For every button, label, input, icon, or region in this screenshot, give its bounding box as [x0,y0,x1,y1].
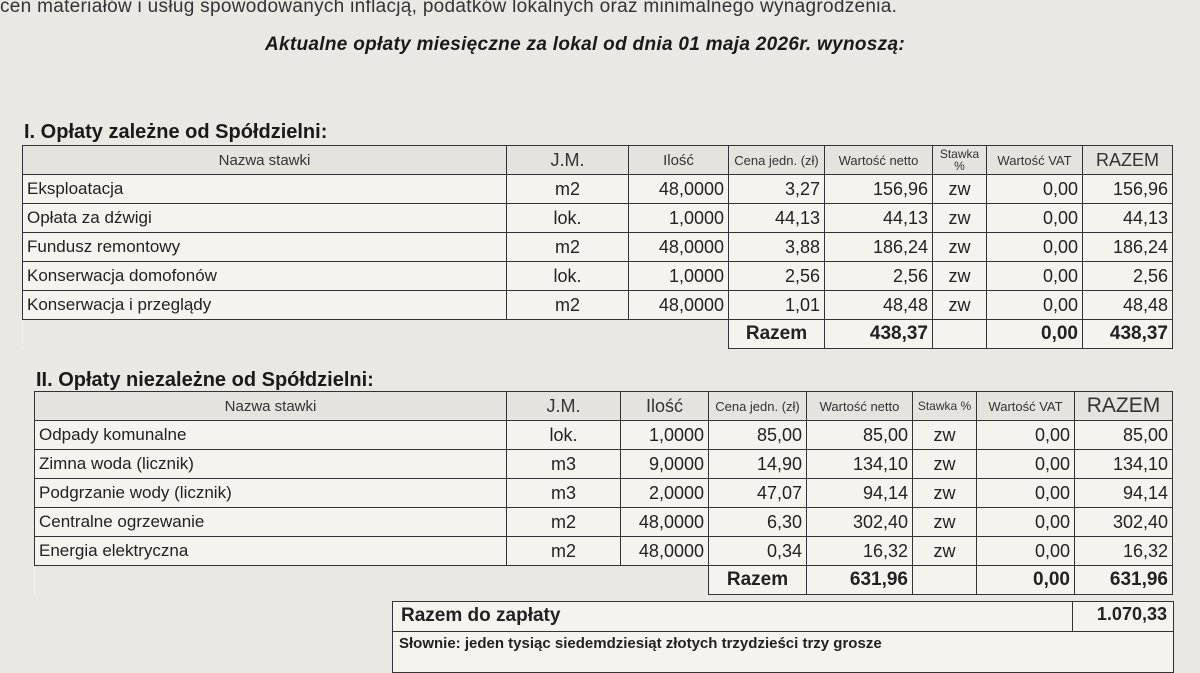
row-unit-price: 2,56 [729,262,825,291]
col-header-name: Nazwa stawki [35,392,507,421]
row-unit: m3 [507,479,621,508]
row-qty: 48,0000 [629,175,729,204]
row-total: 156,96 [1083,175,1173,204]
row-unit: m2 [507,508,621,537]
row-total: 94,14 [1075,479,1173,508]
table-row [23,291,1173,320]
row-unit-price: 6,30 [709,508,807,537]
col-header-unit-price: Cena jedn. (zł) [729,146,825,175]
fees-table-external [34,391,1173,595]
row-name: Konserwacja i przeglądy [23,291,507,320]
table-row [23,262,1173,291]
row-vat-rate: zw [933,175,987,204]
row-vat-rate: zw [933,233,987,262]
table-row [23,233,1173,262]
payment-total-label: Razem do zapłaty [401,605,561,626]
row-qty: 2,0000 [621,479,709,508]
row-unit-price: 47,07 [709,479,807,508]
row-net-value: 2,56 [825,262,933,291]
row-net-value: 44,13 [825,204,933,233]
row-unit-price: 0,34 [709,537,807,566]
document-heading: Aktualne opłaty miesięczne za lokal od dnia 01 maja 2026r. wynoszą: [265,34,905,55]
intro-text-line: cen materiałów i usług spowodowanych inflacją, podatków lokalnych oraz minimalnego wynagrodzenia. [0,0,898,17]
row-qty: 48,0000 [621,508,709,537]
row-unit-price: 3,27 [729,175,825,204]
row-vat-value: 0,00 [987,233,1083,262]
row-unit: m2 [507,175,629,204]
sum-rate-empty [933,320,987,349]
col-header-vat: Wartość VAT [977,392,1075,421]
row-net-value: 302,40 [807,508,913,537]
table-header-row [23,146,1173,175]
col-header-qty: Ilość [621,392,709,421]
col-header-unit-price: Cena jedn. (zł) [709,392,807,421]
row-total: 2,56 [1083,262,1173,291]
sum-vat-value: 0,00 [977,566,1075,595]
sum-total: 631,96 [1075,566,1173,595]
row-name: Opłata za dźwigi [23,204,507,233]
sum-row [23,320,1173,349]
section-1-title: I. Opłaty zależne od Spółdzielni: [24,121,328,143]
table-row [35,508,1173,537]
row-vat-rate: zw [933,291,987,320]
row-name: Fundusz remontowy [23,233,507,262]
row-vat-rate: zw [913,479,977,508]
row-vat-value: 0,00 [987,262,1083,291]
row-unit-price: 1,01 [729,291,825,320]
row-total: 186,24 [1083,233,1173,262]
col-header-rate: Stawka % [933,146,987,175]
col-header-net: Wartość netto [825,146,933,175]
row-vat-value: 0,00 [977,508,1075,537]
row-vat-value: 0,00 [977,421,1075,450]
row-qty: 1,0000 [629,204,729,233]
payment-total-amount: 1.070,33 [1096,604,1167,624]
sum-label: Razem [709,566,807,595]
table-row [35,479,1173,508]
row-net-value: 134,10 [807,450,913,479]
row-name: Centralne ogrzewanie [35,508,507,537]
row-qty: 48,0000 [629,233,729,262]
row-net-value: 94,14 [807,479,913,508]
row-name: Podgrzanie wody (licznik) [35,479,507,508]
sum-vat-value: 0,00 [987,320,1083,349]
row-vat-rate: zw [913,450,977,479]
row-vat-rate: zw [933,204,987,233]
col-header-total: RAZEM [1075,392,1173,421]
row-vat-value: 0,00 [977,479,1075,508]
row-unit-price: 14,90 [709,450,807,479]
sum-total: 438,37 [1083,320,1173,349]
row-net-value: 186,24 [825,233,933,262]
row-total: 302,40 [1075,508,1173,537]
row-vat-rate: zw [913,537,977,566]
row-vat-value: 0,00 [987,204,1083,233]
row-net-value: 156,96 [825,175,933,204]
row-vat-value: 0,00 [987,175,1083,204]
table-row [23,175,1173,204]
payment-summary-box [392,601,1174,673]
table-row [35,421,1173,450]
row-net-value: 48,48 [825,291,933,320]
row-unit-price: 44,13 [729,204,825,233]
fees-table-cooperative [22,145,1173,349]
row-unit: m3 [507,450,621,479]
row-unit: lok. [507,262,629,291]
col-header-net: Wartość netto [807,392,913,421]
row-vat-rate: zw [913,508,977,537]
row-unit: m2 [507,537,621,566]
col-header-unit: J.M. [507,392,621,421]
table-row [23,204,1173,233]
col-header-total: RAZEM [1083,146,1173,175]
col-header-qty: Ilość [629,146,729,175]
sum-net-value: 631,96 [807,566,913,595]
sum-row-spacer [35,566,709,595]
col-header-name: Nazwa stawki [23,146,507,175]
table-row [35,450,1173,479]
row-net-value: 16,32 [807,537,913,566]
row-unit: m2 [507,291,629,320]
row-name: Odpady komunalne [35,421,507,450]
sum-row [35,566,1173,595]
row-unit: lok. [507,204,629,233]
row-vat-value: 0,00 [977,537,1075,566]
row-total: 85,00 [1075,421,1173,450]
row-unit: m2 [507,233,629,262]
row-name: Zimna woda (licznik) [35,450,507,479]
col-header-vat: Wartość VAT [987,146,1083,175]
row-vat-rate: zw [913,421,977,450]
row-vat-value: 0,00 [987,291,1083,320]
row-qty: 48,0000 [621,537,709,566]
table-row [35,537,1173,566]
amount-in-words: Słownie: jeden tysiąc siedemdziesiąt złotych trzydzieści trzy grosze [399,635,882,652]
row-total: 134,10 [1075,450,1173,479]
section-2-title: II. Opłaty niezależne od Spółdzielni: [36,369,374,391]
row-total: 44,13 [1083,204,1173,233]
row-qty: 48,0000 [629,291,729,320]
row-name: Eksploatacja [23,175,507,204]
col-header-rate: Stawka % [913,392,977,421]
row-unit-price: 85,00 [709,421,807,450]
sum-row-spacer [23,320,729,349]
sum-rate-empty [913,566,977,595]
row-vat-value: 0,00 [977,450,1075,479]
row-name: Konserwacja domofonów [23,262,507,291]
row-vat-rate: zw [933,262,987,291]
row-total: 16,32 [1075,537,1173,566]
col-header-unit: J.M. [507,146,629,175]
row-name: Energia elektryczna [35,537,507,566]
row-qty: 9,0000 [621,450,709,479]
table-header-row [35,392,1173,421]
row-unit-price: 3,88 [729,233,825,262]
sum-label: Razem [729,320,825,349]
row-net-value: 85,00 [807,421,913,450]
row-total: 48,48 [1083,291,1173,320]
row-qty: 1,0000 [629,262,729,291]
row-unit: lok. [507,421,621,450]
sum-net-value: 438,37 [825,320,933,349]
row-qty: 1,0000 [621,421,709,450]
